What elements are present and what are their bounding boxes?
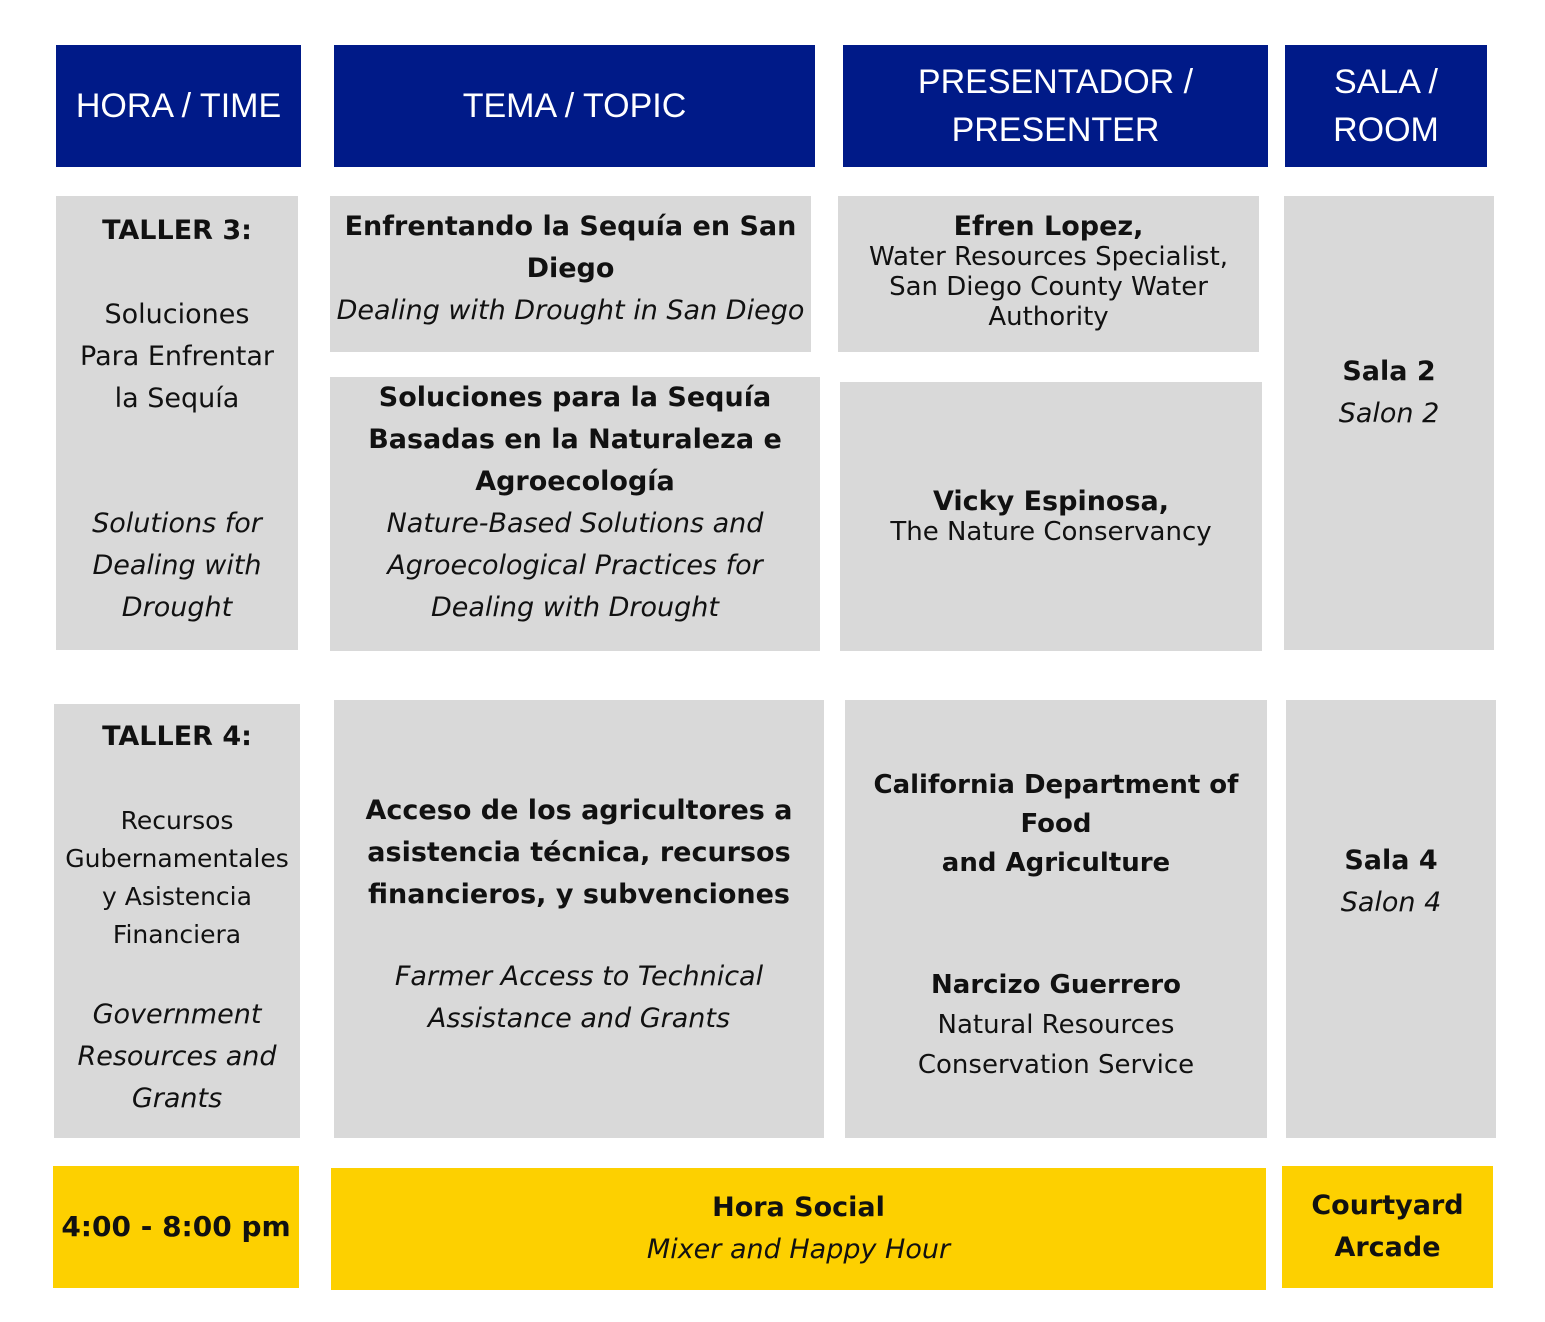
taller4-label: TALLER 4:	[102, 721, 252, 752]
taller3-title-en: Solutions for Dealing with Drought	[92, 508, 262, 623]
taller4-room-en: Salon 4	[1340, 887, 1442, 918]
taller3-presenter2-cell	[840, 382, 1262, 651]
taller4-presenter1-name: California Department of Food and Agriculture	[873, 770, 1239, 878]
header-topic	[334, 45, 815, 167]
taller4-room-cell	[1286, 700, 1496, 1138]
taller4-title-en: Government Resources and Grants	[77, 999, 277, 1114]
taller4-time-cell	[54, 704, 300, 1138]
social-subtitle: Mixer and Happy Hour	[646, 1234, 951, 1265]
header-topic-label: TEMA / TOPIC	[462, 87, 687, 125]
header-presenter	[843, 45, 1268, 167]
taller3-room-en: Salon 2	[1338, 398, 1440, 429]
social-time: 4:00 - 8:00 pm	[61, 1210, 291, 1243]
taller3-topic2-es: Soluciones para la Sequía Basadas en la Naturaleza e Agroecología	[368, 382, 782, 497]
taller4-presenter2-name: Narcizo Guerrero	[931, 970, 1181, 1000]
header-time	[56, 45, 301, 167]
taller4-presenter-cell	[845, 700, 1267, 1138]
taller3-presenter1-role: Water Resources Specialist, San Diego County Water Authority	[868, 242, 1229, 332]
header-room-line2: ROOM	[1333, 111, 1439, 149]
social-time-cell	[53, 1166, 299, 1288]
taller3-topic2-cell	[330, 377, 820, 651]
taller3-topic1-es: Enfrentando la Sequía en San Diego	[344, 211, 797, 284]
taller3-topic1-cell	[330, 196, 811, 352]
social-room: Courtyard Arcade	[1311, 1190, 1464, 1263]
taller4-title-es: Recursos Gubernamentales y Asistencia Financiera	[65, 806, 289, 949]
taller3-room-cell	[1284, 196, 1494, 650]
taller3-presenter2-org: The Nature Conservancy	[890, 516, 1212, 547]
taller4-topic-en: Farmer Access to Technical Assistance and Grants	[394, 961, 764, 1034]
header-room	[1285, 45, 1487, 167]
taller3-title-es: Soluciones Para Enfrentar la Sequía	[80, 299, 274, 414]
taller4-topic-es: Acceso de los agricultores a asistencia técnica, recursos financieros, y subvenciones	[365, 795, 793, 910]
taller3-time-cell	[56, 196, 298, 650]
header-presenter-line2: PRESENTER	[951, 111, 1160, 149]
taller3-room-es: Sala 2	[1342, 356, 1436, 387]
taller3-presenter1-name: Efren Lopez,	[953, 211, 1144, 242]
taller4-topic-cell	[334, 700, 824, 1138]
social-title: Hora Social	[712, 1192, 885, 1223]
header-time-label: HORA / TIME	[75, 87, 282, 125]
header-room-line1: SALA /	[1334, 63, 1438, 101]
social-room-cell	[1282, 1166, 1493, 1288]
taller4-room-es: Sala 4	[1344, 845, 1438, 876]
taller4-presenter2-org: Natural Resources Conservation Service	[917, 1010, 1195, 1080]
taller3-presenter2-name: Vicky Espinosa,	[932, 485, 1170, 517]
taller3-presenter1-cell	[838, 196, 1259, 352]
header-presenter-line1: PRESENTADOR /	[917, 63, 1194, 101]
taller3-topic2-en: Nature-Based Solutions and Agroecological Practices for Dealing with Drought	[386, 508, 764, 623]
taller3-topic1-en: Dealing with Drought in San Diego	[336, 295, 805, 326]
taller3-label: TALLER 3:	[102, 215, 252, 246]
social-topic-cell	[331, 1168, 1266, 1290]
